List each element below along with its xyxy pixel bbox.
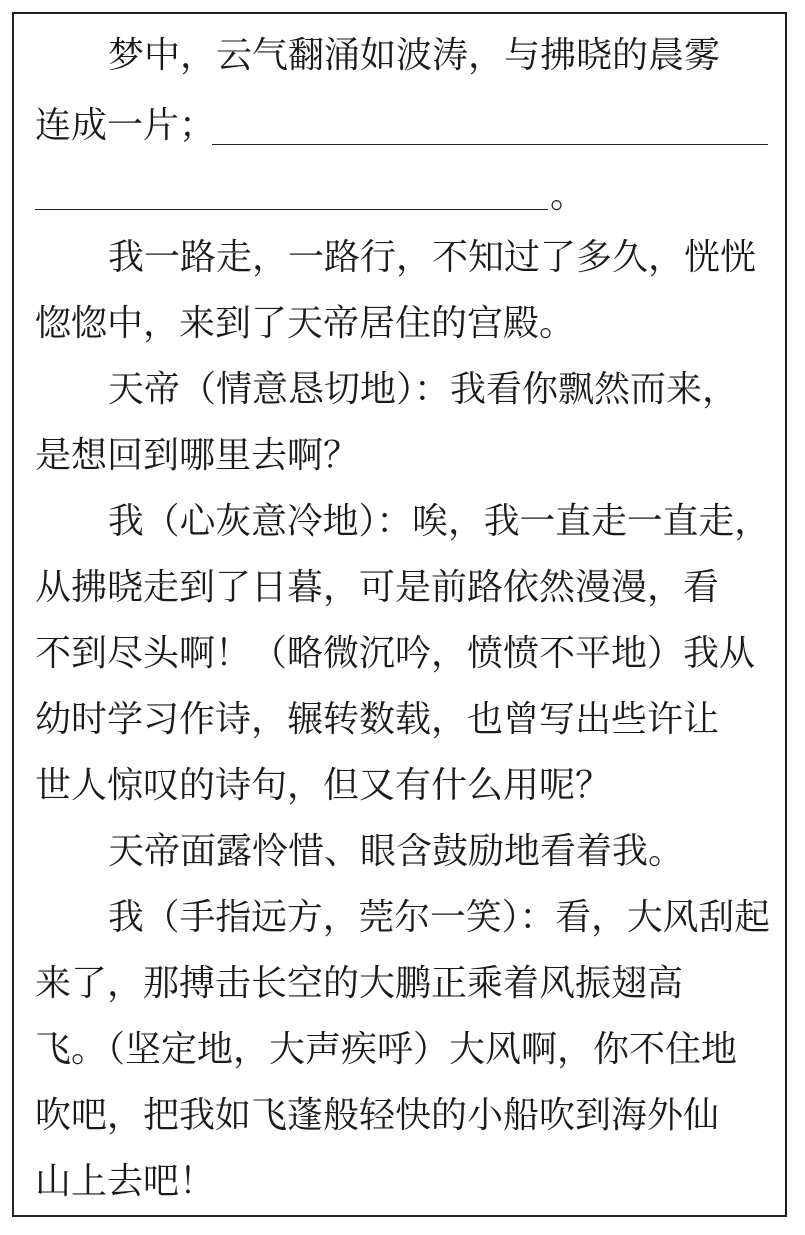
text-line: 。 [550,175,587,216]
text-line: 吹吧，把我如飞蓬般轻快的小船吹到海外仙 [35,1095,720,1136]
text-line: 不到尽头啊！（略微沉吟，愤愤不平地）我从 [35,633,756,674]
text-line: 惚惚中，来到了天帝居住的宫殿。 [35,303,576,344]
text-line: 连成一片； [35,105,216,146]
text-line: 飞。（坚定地，大声疾呼）大风啊，你不住地 [35,1029,738,1070]
text-line: 我一路走，一路行，不知过了多久，恍恍 [108,237,757,278]
text-line: 从拂晓走到了日暮，可是前路依然漫漫，看 [35,567,720,608]
text-line: 是想回到哪里去啊？ [35,435,360,476]
text-line: 天帝面露怜惜、眼含鼓励地看着我。 [108,831,685,872]
text-line: 我（手指远方，莞尔一笑）：看，大风刮起 [108,897,771,938]
text-line: 天帝（情意恳切地）：我看你飘然而来， [108,369,739,410]
text-line: 我（心灰意冷地）：唉，我一直走一直走， [108,501,771,542]
fill-in-blank-2[interactable] [35,209,548,210]
text-line: 世人惊叹的诗句，但又有什么用呢？ [35,765,612,806]
text-line: 山上去吧！ [35,1161,216,1202]
text-line: 幼时学习作诗，辗转数载，也曾写出些许让 [35,699,720,740]
fill-in-blank-1[interactable] [212,144,768,145]
text-line: 梦中，云气翻涌如波涛，与拂晓的晨雾 [108,35,721,76]
text-line: 来了，那搏击长空的大鹏正乘着风振翅高 [35,963,684,1004]
